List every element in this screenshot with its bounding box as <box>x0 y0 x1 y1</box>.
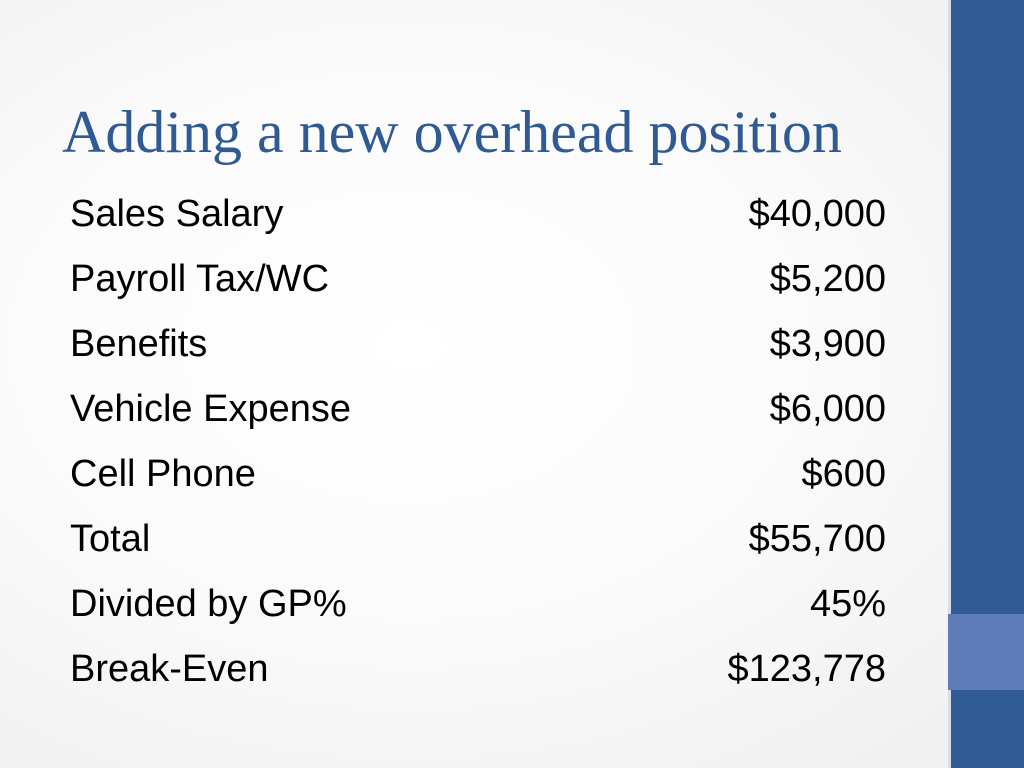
row-value: $3,900 <box>769 323 886 365</box>
row-label: Break-Even <box>70 648 269 690</box>
row-value: $123,778 <box>727 648 886 690</box>
list-row-divided-by-gp <box>70 577 886 642</box>
list-row-benefits <box>70 317 886 382</box>
list-row-vehicle-expense <box>70 382 886 447</box>
row-value: $40,000 <box>748 193 886 235</box>
slide-title: Adding a new overhead position <box>62 99 842 165</box>
row-value: $600 <box>801 453 886 495</box>
row-label: Vehicle Expense <box>70 388 351 430</box>
list-row-cell-phone <box>70 447 886 512</box>
list-row-break-even <box>70 642 886 707</box>
list-row-sales-salary <box>70 187 886 252</box>
right-accent-bar <box>948 0 1024 768</box>
row-label: Total <box>70 518 151 560</box>
row-label: Benefits <box>70 323 208 365</box>
row-value: $5,200 <box>769 258 886 300</box>
row-value: $55,700 <box>748 518 886 560</box>
row-label: Payroll Tax/WC <box>70 258 330 300</box>
right-bar-accent-block <box>948 614 1024 690</box>
row-label: Sales Salary <box>70 193 284 235</box>
row-label: Cell Phone <box>70 453 256 495</box>
row-value: 45% <box>809 583 886 625</box>
row-label: Divided by GP% <box>70 583 347 625</box>
cost-list <box>70 187 886 707</box>
row-value: $6,000 <box>769 388 886 430</box>
list-row-total <box>70 512 886 577</box>
list-row-payroll-tax <box>70 252 886 317</box>
